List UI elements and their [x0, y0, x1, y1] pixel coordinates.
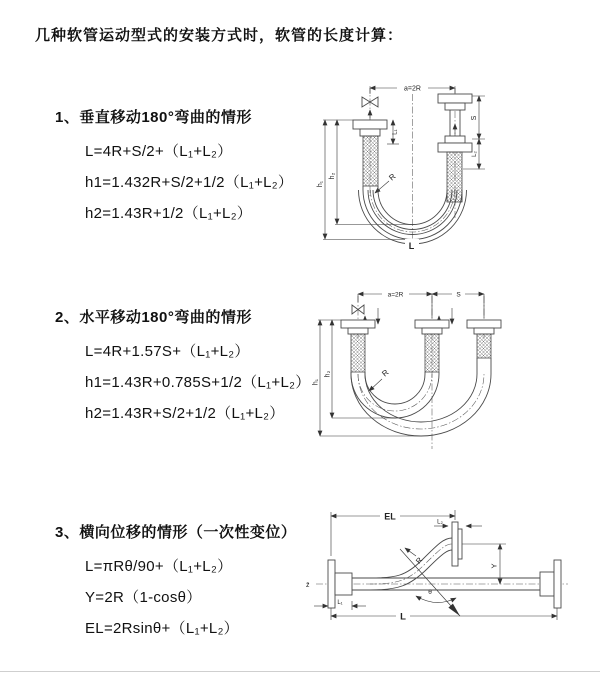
angle-pointer — [448, 604, 460, 616]
flange — [422, 328, 442, 334]
flange — [438, 143, 472, 152]
length-label: L — [400, 611, 406, 623]
dim-label-l2: L₂ — [472, 151, 478, 157]
braided-hose — [447, 152, 462, 202]
formula-list — [85, 551, 315, 644]
section-vertical-bend — [55, 106, 315, 229]
dim-label-y: Y — [489, 563, 499, 569]
diagram-vertical-bend — [315, 78, 600, 253]
formula-line: EL=2Rsinθ+（L₁+L₂） — [85, 620, 239, 637]
centerlines — [358, 296, 484, 449]
flange — [360, 129, 380, 136]
section-horizontal-bend — [55, 306, 315, 429]
dimension-lines — [314, 510, 557, 620]
braided-hose — [425, 334, 439, 372]
section-heading: 2、水平移动180°弯曲的情形 — [55, 309, 252, 326]
dim-label-a2r: a=2R — [404, 85, 421, 93]
flange — [445, 103, 465, 110]
section-heading: 3、横向位移的情形（一次性变位） — [55, 524, 297, 541]
braided-hose — [351, 334, 365, 372]
formula-line: L=4R+S/2+（L₁+L₂） — [85, 143, 233, 160]
page-edge-line — [0, 671, 600, 672]
formula-list — [85, 136, 315, 229]
dimension-lines — [318, 289, 484, 437]
braided-hose — [363, 136, 378, 186]
centerline-mark: z̄ — [306, 582, 310, 589]
flange — [348, 328, 368, 334]
diagram-horizontal-bend — [312, 282, 597, 454]
length-label: L — [408, 241, 415, 251]
dim-label-l1: L₁ — [392, 129, 399, 135]
flange — [353, 120, 387, 129]
dim-label-h2: h₂ — [329, 172, 336, 180]
dim-label-l2: L₂ — [437, 519, 443, 526]
radius-label: R — [413, 555, 425, 566]
dim-label-s: S — [456, 291, 461, 299]
radius-label: R — [387, 171, 398, 183]
formula-line: L=πRθ/90+（L₁+L₂） — [85, 558, 233, 575]
flange — [540, 572, 554, 596]
formula-line: h1=1.432R+S/2+1/2（L₁+L₂） — [85, 174, 294, 191]
hose-assembly — [341, 305, 501, 436]
dim-label-a2r: a=2R — [387, 291, 404, 299]
hose-bend — [365, 358, 477, 422]
dim-label-h1: h₁ — [317, 180, 324, 188]
dim-label-h1: h₁ — [312, 378, 320, 386]
flange — [445, 136, 465, 143]
hose-bend — [351, 372, 439, 418]
flange — [458, 529, 462, 559]
flange — [341, 320, 375, 328]
flange — [474, 328, 494, 334]
formula-line: h1=1.43R+0.785S+1/2（L₁+L₂） — [85, 374, 311, 391]
page-title: 几种软管运动型式的安装方式时，软管的长度计算： — [35, 27, 404, 44]
dim-label-h2: h₂ — [324, 370, 332, 378]
formula-list — [85, 336, 315, 429]
formula-line: h2=1.43R+S/2+1/2（L₁+L₂） — [85, 405, 285, 422]
section-lateral-displacement — [55, 521, 315, 644]
radius-label: R — [380, 367, 391, 379]
flange — [554, 560, 561, 608]
dim-label-el: EL — [384, 511, 396, 522]
formula-line: L=4R+1.57S+（L₁+L₂） — [85, 343, 250, 360]
section-heading: 1、垂直移动180°弯曲的情形 — [55, 109, 252, 126]
flange — [335, 573, 352, 595]
formula-line: Y=2R（1-cosθ） — [85, 589, 202, 606]
hose-bend — [365, 372, 425, 404]
dim-label-s: S — [471, 115, 478, 121]
hose-curve — [370, 538, 452, 578]
flange — [467, 320, 501, 328]
hose-assembly — [328, 519, 561, 608]
flange — [328, 560, 335, 608]
flange — [452, 522, 458, 566]
dim-label-l1: L₁ — [337, 600, 343, 606]
angle-label: θ — [428, 589, 432, 596]
flange — [438, 94, 472, 103]
formula-line: h2=1.43R+1/2（L₁+L₂） — [85, 205, 253, 222]
flange — [415, 320, 449, 328]
diagram-lateral-displacement — [300, 502, 598, 644]
braided-hose — [477, 334, 491, 358]
